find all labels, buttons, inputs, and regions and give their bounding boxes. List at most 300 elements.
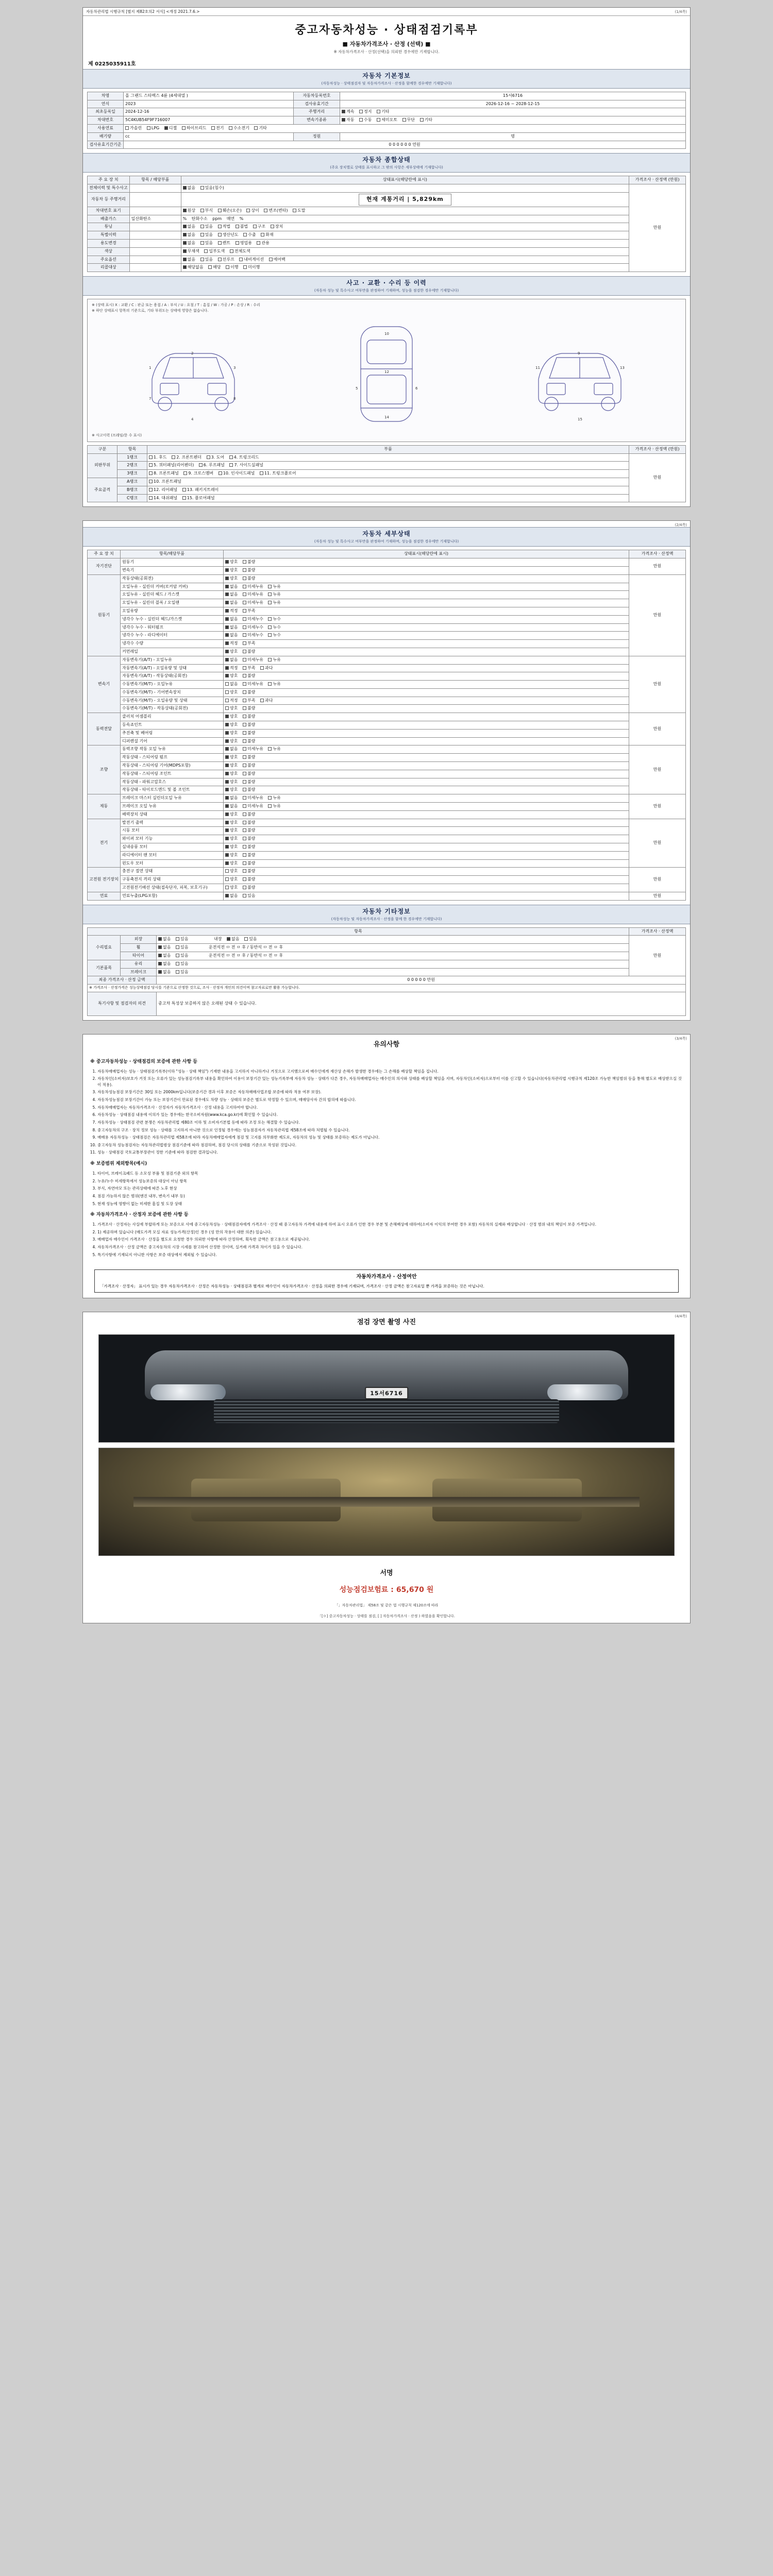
opt-6-4-1[interactable] [243, 853, 255, 858]
checkbox-icon[interactable] [225, 894, 229, 897]
opt-2-4-0[interactable] [225, 690, 238, 696]
checkbox-icon[interactable] [243, 828, 246, 832]
part-1-1[interactable] [199, 463, 225, 468]
others-opt-4-1[interactable] [176, 970, 188, 975]
checkbox-icon[interactable] [225, 845, 229, 849]
checkbox-icon[interactable] [218, 209, 222, 212]
opt-2-0-1[interactable] [243, 657, 263, 663]
checkbox-icon[interactable] [183, 186, 187, 190]
overall-opts-0[interactable] [181, 184, 629, 193]
part-3-0[interactable] [149, 479, 181, 485]
checkbox-icon[interactable] [225, 828, 229, 832]
basic-value2-1[interactable]: 2026-12-16 ~ 2028-12-15 [340, 100, 686, 108]
acc-items-1[interactable] [147, 462, 629, 470]
checkbox-icon[interactable] [243, 731, 246, 735]
others-opt-0-1[interactable] [176, 937, 188, 942]
checkbox-icon[interactable] [200, 209, 204, 212]
opt-7-2-1[interactable] [243, 885, 255, 891]
checkbox-icon[interactable] [225, 592, 229, 596]
opt-1-4-0[interactable] [225, 608, 238, 614]
others-opt-4-0[interactable] [158, 970, 171, 975]
checkbox-icon[interactable] [420, 118, 424, 122]
part-1-2[interactable] [229, 463, 263, 468]
checkbox-icon[interactable] [359, 118, 363, 122]
detail-price-3[interactable]: 만원 [629, 713, 686, 745]
opt-8-0-0[interactable] [225, 893, 238, 899]
checkbox-icon[interactable] [377, 110, 380, 113]
checkbox-icon[interactable] [243, 877, 246, 881]
opt-4-1-0[interactable] [225, 755, 238, 760]
detail-opts-4-4[interactable] [224, 778, 629, 786]
checkbox-icon[interactable] [225, 739, 229, 743]
checkbox-icon[interactable] [243, 747, 246, 751]
checkbox-icon[interactable] [268, 804, 272, 808]
overall-opt-6-1[interactable] [200, 241, 213, 246]
detail-opts-3-1[interactable] [224, 721, 629, 730]
checkbox-icon[interactable] [200, 233, 204, 236]
acc-items-4[interactable] [147, 486, 629, 494]
basic-value2-2[interactable] [340, 108, 686, 116]
checkbox-icon[interactable] [225, 601, 229, 604]
overall-opt-4-4[interactable] [253, 224, 265, 230]
part-1-0[interactable] [149, 463, 194, 468]
others-ops-4[interactable] [157, 968, 629, 976]
acc-items-2[interactable] [147, 470, 629, 478]
detail-opts-1-8[interactable] [224, 640, 629, 648]
checkbox-icon[interactable] [176, 962, 179, 965]
checkbox-icon[interactable] [225, 617, 229, 621]
detail-price-0[interactable]: 만원 [629, 558, 686, 575]
acc-items-3[interactable] [147, 478, 629, 486]
trans-option-4[interactable] [420, 117, 432, 123]
checkbox-icon[interactable] [225, 780, 229, 784]
checkbox-icon[interactable] [243, 650, 246, 653]
overall-opts-2[interactable] [181, 207, 629, 215]
opt-4-2-1[interactable] [243, 763, 255, 769]
part-2-3[interactable] [260, 471, 296, 477]
detail-opts-4-0[interactable] [224, 745, 629, 754]
overall-opts-4[interactable] [181, 223, 629, 231]
opt-5-1-1[interactable] [243, 804, 263, 809]
checkbox-icon[interactable] [158, 954, 162, 957]
others-b-2[interactable]: 운전석전 ㅁ 전 ㅁ 후 / 동반석 ㅁ 전 ㅁ 후 [209, 953, 283, 958]
opt-2-1-1[interactable] [243, 666, 255, 671]
checkbox-icon[interactable] [225, 658, 229, 662]
others-ops-3[interactable] [157, 960, 629, 968]
checkbox-icon[interactable] [243, 706, 246, 710]
detail-opts-5-0[interactable] [224, 794, 629, 803]
opt-4-3-0[interactable] [225, 771, 238, 777]
part-2-2[interactable] [219, 471, 255, 477]
overall-opt-0-1[interactable] [200, 185, 224, 191]
others-opt-3-0[interactable] [158, 961, 171, 967]
detail-opts-2-0[interactable] [224, 656, 629, 664]
checkbox-icon[interactable] [243, 601, 246, 604]
detail-opts-3-3[interactable] [224, 737, 629, 745]
checkbox-icon[interactable] [243, 861, 246, 865]
checkbox-icon[interactable] [243, 894, 246, 897]
overall-opt-6-0[interactable] [183, 241, 195, 246]
checkbox-icon[interactable] [225, 804, 229, 808]
checkbox-icon[interactable] [268, 796, 272, 800]
checkbox-icon[interactable] [158, 962, 162, 965]
opt-2-2-0[interactable] [225, 673, 238, 679]
checkbox-icon[interactable] [225, 690, 229, 694]
opt-4-0-0[interactable] [225, 747, 238, 752]
detail-opts-6-4[interactable] [224, 851, 629, 859]
detail-opts-2-1[interactable] [224, 664, 629, 672]
mileage-option-1[interactable] [359, 109, 372, 115]
checkbox-icon[interactable] [243, 772, 246, 775]
checkbox-icon[interactable] [243, 755, 246, 759]
others-opt-2-1[interactable] [176, 953, 188, 959]
detail-opts-8-0[interactable] [224, 892, 629, 900]
basic-value2-0[interactable]: 15서6716 [340, 92, 686, 100]
checkbox-icon[interactable] [239, 258, 243, 261]
detail-opts-1-9[interactable] [224, 648, 629, 656]
checkbox-icon[interactable] [268, 747, 272, 751]
checkbox-icon[interactable] [200, 241, 204, 245]
overall-opt-4-2[interactable] [218, 224, 230, 230]
mileage-option-0[interactable] [342, 109, 354, 115]
total-value[interactable]: 0 0 0 0 0 만원 [157, 976, 686, 985]
basic-value-1[interactable]: 2023 [124, 100, 294, 108]
checkbox-icon[interactable] [183, 265, 187, 269]
checkbox-icon[interactable] [229, 455, 233, 459]
checkbox-icon[interactable] [243, 788, 246, 791]
checkbox-icon[interactable] [243, 633, 246, 637]
checkbox-icon[interactable] [243, 886, 246, 889]
checkbox-icon[interactable] [225, 886, 229, 889]
opt-5-1-0[interactable] [225, 804, 238, 809]
checkbox-icon[interactable] [243, 682, 246, 686]
checkbox-icon[interactable] [225, 682, 229, 686]
checkbox-icon[interactable] [183, 249, 187, 253]
opt-0-1-0[interactable] [225, 568, 238, 573]
acc-price-cell[interactable]: 만원 [629, 453, 686, 502]
checkbox-icon[interactable] [268, 585, 272, 588]
opt-6-2-1[interactable] [243, 836, 255, 842]
basic-value-3[interactable]: 5C4KUB54F9F716007 [124, 116, 294, 125]
detail-opts-1-0[interactable] [224, 574, 629, 583]
opt-1-0-1[interactable] [243, 576, 255, 582]
checkbox-icon[interactable] [268, 625, 272, 629]
detail-opts-1-3[interactable] [224, 599, 629, 607]
detail-opts-2-3[interactable] [224, 681, 629, 689]
checkbox-icon[interactable] [268, 682, 272, 686]
mileage-option-2[interactable] [377, 109, 389, 115]
opt-7-2-0[interactable] [225, 885, 238, 891]
checkbox-icon[interactable] [172, 455, 175, 459]
checkbox-icon[interactable] [243, 699, 246, 702]
overall-opts-6[interactable] [181, 240, 629, 248]
fuel-option-5[interactable] [229, 126, 249, 131]
checkbox-icon[interactable] [243, 845, 246, 849]
part-0-0[interactable] [149, 455, 167, 461]
opt-1-3-2[interactable] [268, 600, 280, 606]
checkbox-icon[interactable] [208, 265, 212, 269]
checkbox-icon[interactable] [243, 837, 246, 840]
overall-opts-8[interactable] [181, 256, 629, 264]
checkbox-icon[interactable] [149, 480, 153, 483]
checkbox-icon[interactable] [244, 937, 248, 941]
detail-opts-7-2[interactable] [224, 884, 629, 892]
checkbox-icon[interactable] [359, 110, 363, 113]
others-b-1[interactable]: 운전석전 ㅁ 전 ㅁ 후 / 동반석 ㅁ 전 ㅁ 후 [209, 945, 283, 950]
overall-opt-8-0[interactable] [183, 257, 195, 263]
checkbox-icon[interactable] [269, 258, 273, 261]
trans-option-3[interactable] [402, 117, 415, 123]
checkbox-icon[interactable] [243, 821, 246, 824]
opt-5-1-2[interactable] [268, 804, 280, 809]
opt-5-2-0[interactable] [225, 812, 238, 818]
checkbox-icon[interactable] [246, 209, 250, 212]
detail-price-1[interactable]: 만원 [629, 574, 686, 656]
checkbox-icon[interactable] [125, 126, 129, 130]
basic-value2-5[interactable]: 명 [340, 132, 686, 141]
opt-2-4-1[interactable] [243, 690, 255, 696]
checkbox-icon[interactable] [176, 937, 179, 941]
acc-items-0[interactable] [147, 453, 629, 462]
trans-option-2[interactable] [377, 117, 397, 123]
checkbox-icon[interactable] [260, 699, 264, 702]
checkbox-icon[interactable] [225, 747, 229, 751]
opt-2-6-0[interactable] [225, 706, 238, 711]
part-0-3[interactable] [229, 455, 259, 461]
checkbox-icon[interactable] [243, 617, 246, 621]
detail-opts-4-1[interactable] [224, 754, 629, 762]
opt-6-4-0[interactable] [225, 853, 238, 858]
overall-opt-4-0[interactable] [183, 224, 195, 230]
overall-opt-5-4[interactable] [261, 232, 273, 238]
opt-2-0-0[interactable] [225, 657, 238, 663]
detail-opts-5-2[interactable] [224, 810, 629, 819]
checkbox-icon[interactable] [158, 945, 162, 949]
checkbox-icon[interactable] [225, 764, 229, 767]
detail-opts-2-2[interactable] [224, 672, 629, 681]
opt-1-6-0[interactable] [225, 625, 238, 631]
overall-opt-8-1[interactable] [200, 257, 213, 263]
opt-5-0-1[interactable] [243, 795, 263, 801]
opt-6-5-1[interactable] [243, 861, 255, 867]
others-ops-1[interactable] [157, 944, 629, 952]
overall-opt-5-2[interactable] [218, 232, 239, 238]
opt-3-3-1[interactable] [243, 739, 255, 744]
opt-2-0-2[interactable] [268, 657, 280, 663]
checkbox-icon[interactable] [149, 471, 153, 475]
checkbox-icon[interactable] [225, 585, 229, 588]
checkbox-icon[interactable] [243, 674, 246, 677]
overall-opt-9-0[interactable] [183, 265, 204, 270]
detail-opts-1-1[interactable] [224, 583, 629, 591]
fuel-option-1[interactable] [147, 126, 159, 131]
opt-7-1-1[interactable] [243, 877, 255, 883]
overall-opts-5[interactable] [181, 231, 629, 240]
checkbox-icon[interactable] [164, 126, 168, 130]
checkbox-icon[interactable] [243, 853, 246, 857]
checkbox-icon[interactable] [271, 225, 274, 228]
checkbox-icon[interactable] [243, 585, 246, 588]
checkbox-icon[interactable] [236, 225, 239, 228]
checkbox-icon[interactable] [230, 249, 233, 253]
opt-2-3-2[interactable] [268, 682, 280, 687]
checkbox-icon[interactable] [243, 592, 246, 596]
checkbox-icon[interactable] [225, 796, 229, 800]
others-opt-1-0[interactable] [158, 945, 171, 951]
overall-opt-6-3[interactable] [236, 241, 252, 246]
others-opt-1-1[interactable] [176, 945, 188, 951]
detail-opts-2-6[interactable] [224, 705, 629, 713]
opt-1-5-1[interactable] [243, 617, 263, 622]
detail-opts-6-1[interactable] [224, 827, 629, 835]
opt-1-6-2[interactable] [268, 625, 280, 631]
checkbox-icon[interactable] [183, 233, 187, 236]
detail-opts-6-2[interactable] [224, 835, 629, 843]
part-0-2[interactable] [207, 455, 225, 461]
checkbox-icon[interactable] [243, 812, 246, 816]
opt-7-1-0[interactable] [225, 877, 238, 883]
checkbox-icon[interactable] [243, 804, 246, 808]
opt-0-0-1[interactable] [243, 560, 255, 565]
checkbox-icon[interactable] [243, 233, 247, 236]
opt-2-3-1[interactable] [243, 682, 263, 687]
opt-3-1-0[interactable] [225, 722, 238, 728]
overall-opt-5-0[interactable] [183, 232, 195, 238]
opt-3-2-1[interactable] [243, 731, 255, 736]
checkbox-icon[interactable] [158, 970, 162, 974]
checkbox-icon[interactable] [225, 837, 229, 840]
checkbox-icon[interactable] [225, 788, 229, 791]
checkbox-icon[interactable] [254, 126, 258, 130]
checkbox-icon[interactable] [225, 715, 229, 718]
opt-4-0-2[interactable] [268, 747, 280, 752]
checkbox-icon[interactable] [243, 568, 246, 572]
basic-value3-5[interactable]: 0 0 0 0 0 0 연원 [124, 141, 686, 149]
checkbox-icon[interactable] [377, 118, 380, 122]
detail-opts-2-5[interactable] [224, 697, 629, 705]
overall-opts-7[interactable] [181, 247, 629, 256]
detail-opts-4-3[interactable] [224, 770, 629, 778]
detail-opts-4-2[interactable] [224, 762, 629, 770]
overall-opt-5-1[interactable] [200, 232, 213, 238]
checkbox-icon[interactable] [149, 455, 153, 459]
opt-5-2-1[interactable] [243, 812, 255, 818]
overall-opt-2-2[interactable] [218, 208, 242, 214]
checkbox-icon[interactable] [227, 937, 230, 941]
opt-1-9-1[interactable] [243, 649, 255, 655]
overall-opt-2-5[interactable] [293, 208, 305, 214]
checkbox-icon[interactable] [260, 666, 264, 670]
checkbox-icon[interactable] [183, 225, 187, 228]
checkbox-icon[interactable] [243, 609, 246, 613]
opt-6-0-0[interactable] [225, 820, 238, 826]
checkbox-icon[interactable] [268, 601, 272, 604]
checkbox-icon[interactable] [200, 225, 204, 228]
fuel-option-0[interactable] [125, 126, 142, 131]
checkbox-icon[interactable] [225, 869, 229, 873]
checkbox-icon[interactable] [183, 209, 187, 212]
opt-1-3-0[interactable] [225, 600, 238, 606]
opt-4-4-0[interactable] [225, 779, 238, 785]
overall-opt-8-3[interactable] [239, 257, 264, 263]
opt-2-1-0[interactable] [225, 666, 238, 671]
opt-2-2-1[interactable] [243, 673, 255, 679]
checkbox-icon[interactable] [158, 937, 162, 941]
opt-1-7-2[interactable] [268, 633, 280, 638]
opt-1-8-0[interactable] [225, 641, 238, 647]
checkbox-icon[interactable] [225, 853, 229, 857]
opt-1-6-1[interactable] [243, 625, 263, 631]
special-text[interactable]: 중고차 특성상 보증하지 않은 오래된 상태 수 있습니다. [157, 992, 686, 1015]
others-opt-3-1[interactable] [176, 961, 188, 967]
opt-3-0-0[interactable] [225, 714, 238, 720]
checkbox-icon[interactable] [225, 633, 229, 637]
part-5-1[interactable] [182, 496, 215, 501]
part-5-0[interactable] [149, 496, 177, 501]
checkbox-icon[interactable] [149, 496, 153, 500]
opt-1-2-0[interactable] [225, 592, 238, 598]
overall-opt-9-2[interactable] [226, 265, 238, 270]
opt-7-0-1[interactable] [243, 869, 255, 874]
checkbox-icon[interactable] [200, 258, 204, 261]
overall-opts-9[interactable] [181, 264, 629, 272]
opt-7-0-0[interactable] [225, 869, 238, 874]
opt-0-0-0[interactable] [225, 560, 238, 565]
checkbox-icon[interactable] [268, 658, 272, 662]
part-2-0[interactable] [149, 471, 179, 477]
detail-opts-6-3[interactable] [224, 843, 629, 852]
opt-4-0-1[interactable] [243, 747, 263, 752]
opt-4-5-1[interactable] [243, 787, 255, 793]
checkbox-icon[interactable] [225, 706, 229, 710]
overall-opts-3[interactable] [181, 215, 629, 223]
checkbox-icon[interactable] [226, 265, 229, 269]
checkbox-icon[interactable] [243, 723, 246, 726]
overall-price-cell[interactable]: 만원 [629, 184, 686, 272]
transmission-options[interactable] [340, 116, 686, 125]
checkbox-icon[interactable] [218, 241, 222, 245]
overall-opt-2-0[interactable] [183, 208, 195, 214]
checkbox-icon[interactable] [225, 625, 229, 629]
checkbox-icon[interactable] [219, 471, 222, 475]
checkbox-icon[interactable] [243, 641, 246, 645]
checkbox-icon[interactable] [176, 945, 179, 949]
checkbox-icon[interactable] [260, 471, 263, 475]
checkbox-icon[interactable] [225, 877, 229, 881]
checkbox-icon[interactable] [147, 126, 150, 130]
detail-opts-1-4[interactable] [224, 607, 629, 615]
detail-opts-3-0[interactable] [224, 713, 629, 721]
checkbox-icon[interactable] [264, 209, 267, 212]
opt-6-2-0[interactable] [225, 836, 238, 842]
overall-opt-7-0[interactable] [183, 249, 199, 255]
checkbox-icon[interactable] [243, 265, 247, 269]
overall-opt-2-4[interactable] [264, 208, 288, 214]
detail-opts-1-5[interactable] [224, 615, 629, 623]
detail-price-5[interactable]: 만원 [629, 794, 686, 819]
checkbox-icon[interactable] [183, 471, 187, 475]
checkbox-icon[interactable] [225, 560, 229, 564]
others-opt-0-3[interactable] [244, 937, 257, 942]
opt-1-3-1[interactable] [243, 600, 263, 606]
basic-value-5[interactable]: cc [124, 132, 294, 141]
detail-price-7[interactable]: 만원 [629, 868, 686, 892]
opt-4-4-1[interactable] [243, 779, 255, 785]
photo-front-view[interactable] [98, 1334, 675, 1443]
opt-1-1-2[interactable] [268, 584, 280, 590]
others-ops-0[interactable] [157, 936, 629, 944]
checkbox-icon[interactable] [183, 241, 187, 245]
